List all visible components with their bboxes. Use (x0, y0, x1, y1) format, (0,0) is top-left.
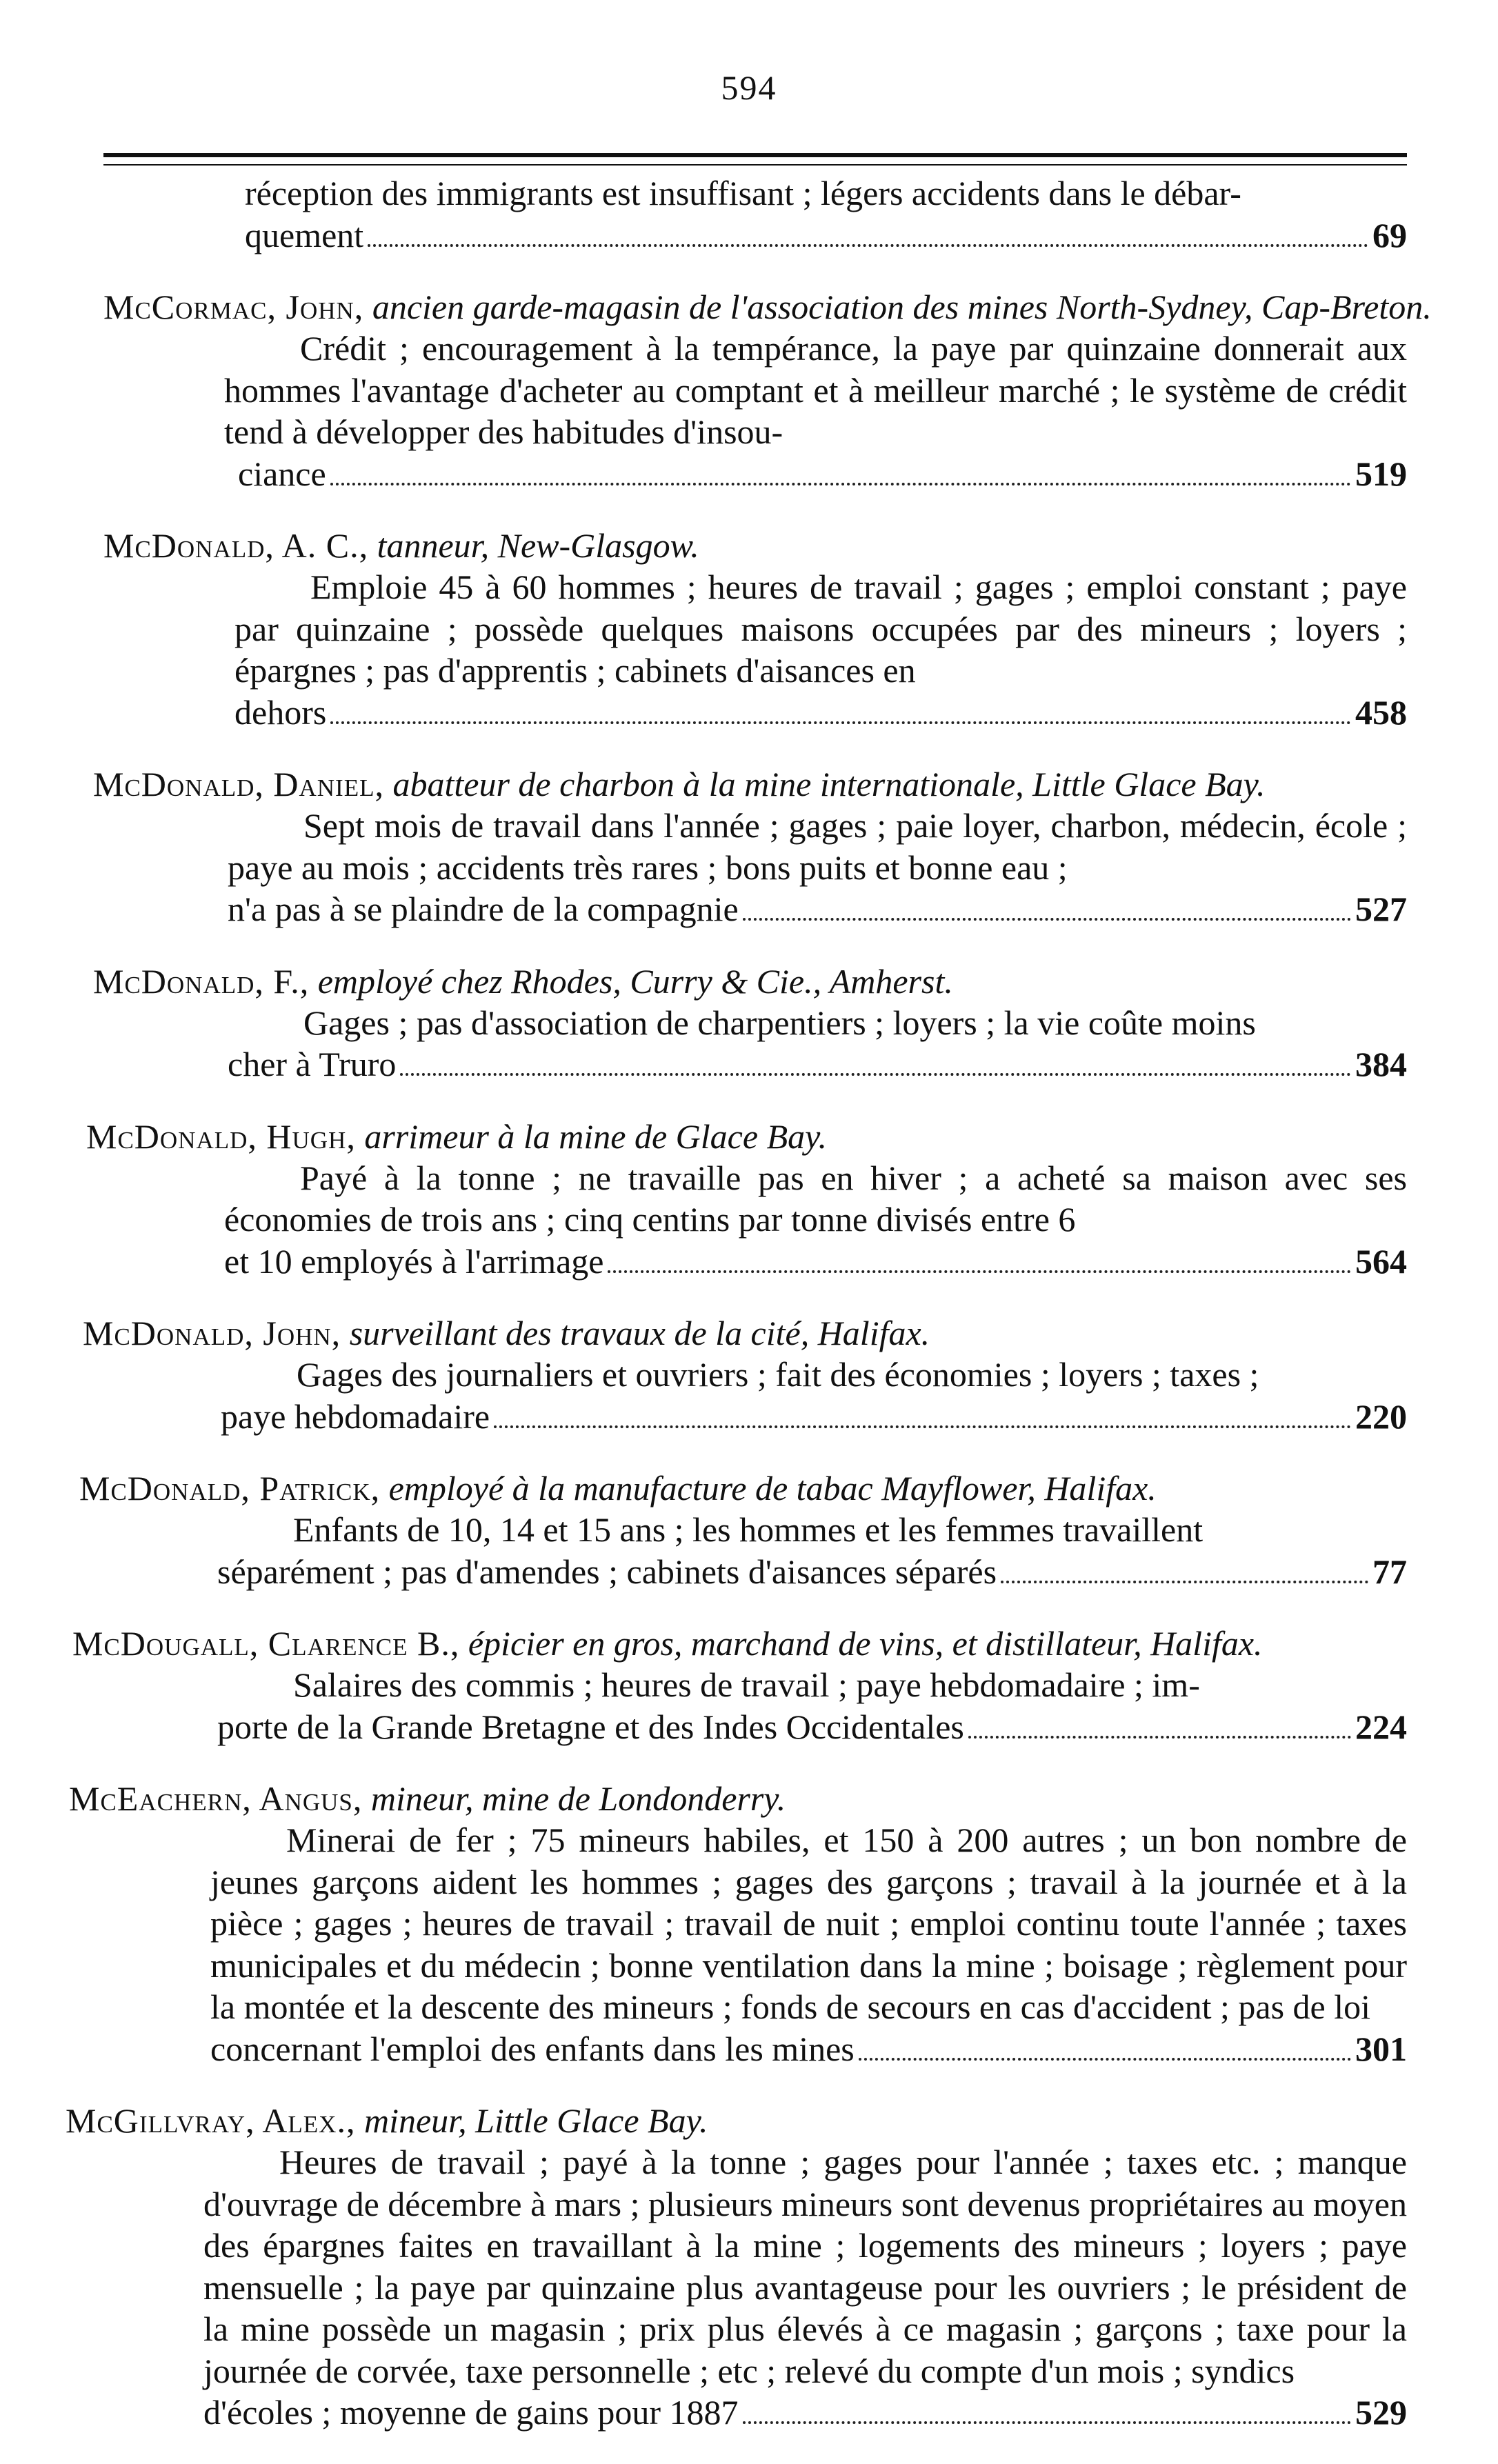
page-reference: 529 (1355, 2393, 1407, 2432)
entry-heading (103, 286, 1498, 328)
index-entry (0, 1778, 1498, 2070)
entry-last-line (221, 1396, 1407, 1438)
header-rule-thick (103, 153, 1407, 157)
dot-leader (743, 2421, 1352, 2424)
entry-heading (86, 1116, 1498, 1157)
entry-name: McEachern, Angus, (69, 1779, 363, 1818)
entry-last-line (217, 1706, 1407, 1748)
page-reference: 519 (1355, 454, 1407, 493)
entry-description: tanneur, New-Glasgow. (377, 526, 699, 565)
entry-last-text: dehors (234, 692, 327, 732)
entry-heading (69, 1778, 1483, 1819)
entry-body: Gages des journaliers et ouvriers ; fait des économies ; loyers ; taxes ; (297, 1355, 1259, 1394)
page-reference: 527 (1355, 890, 1407, 928)
entry-last-text: paye hebdomadaire (221, 1396, 490, 1436)
entry-last-text: et 10 employés à l'arrimage (224, 1241, 604, 1281)
entry-description: ancien garde-magasin de l'association des mines North-Sydney, Cap-Breton. (372, 288, 1432, 326)
entry-last-line (228, 1043, 1407, 1085)
entry-last-line (224, 1241, 1407, 1283)
dot-leader (368, 243, 1368, 247)
dot-leader (968, 1735, 1351, 1739)
page-reference: 77 (1372, 1552, 1407, 1591)
entry-name: McDonald, A. C., (103, 526, 369, 565)
page-reference: 384 (1355, 1045, 1407, 1083)
index-entry (0, 286, 1498, 494)
header-rule-thin (103, 164, 1407, 166)
page-reference: 220 (1355, 1396, 1407, 1436)
entry-last-text: concernant l'emploi des enfants dans les mines (210, 2029, 855, 2068)
index-entry (0, 1116, 1498, 1283)
entry-description: mineur, mine de Londonderry. (370, 1779, 786, 1818)
entry-last-line (217, 1551, 1407, 1593)
entry-heading (72, 1623, 1486, 1664)
entry-last-text: quement (245, 215, 364, 254)
entry-name: McDougall, Clarence B., (72, 1624, 460, 1663)
entry-name: McDonald, F., (93, 961, 310, 1001)
dot-leader (330, 482, 1351, 485)
page-reference: 224 (1355, 1707, 1407, 1746)
entry-last-line (238, 453, 1407, 495)
entry-last-text: d'écoles ; moyenne de gains pour 1887 (203, 2393, 739, 2432)
entry-heading (103, 525, 1498, 566)
entry-last-line (234, 692, 1407, 734)
entry-description: abatteur de charbon à la mine internationale, Little Glace Bay. (392, 765, 1266, 803)
entry-heading (93, 763, 1498, 805)
page-reference: 69 (1372, 215, 1407, 254)
index-entry (0, 1623, 1498, 1747)
entry-description: employé à la manufacture de tabac Mayflower, Halifax. (388, 1469, 1157, 1508)
page-number: 594 (721, 68, 777, 107)
continuation-entry (0, 172, 1498, 256)
entry-body: Minerai de fer ; 75 mineurs habiles, et 150 à 200 autres ; un bon nombre de jeunes garçons aident les hommes ; gages des garçons ; travail à la journée et à la pièce ; gages ; heures de travail ; travail de nuit ; emploi continu toute l'année ; taxes municipales et du médecin ; bonne ventilation dans la mine ; boisage ; règlement pour la montée et la descente des mineurs ; fonds de secours en cas d'accident ; pas de loi (210, 1821, 1407, 2026)
entry-body: Gages ; pas d'association de charpentiers ; loyers ; la vie coûte moins (303, 1003, 1256, 1042)
continuation-last-line (245, 214, 1407, 257)
entry-last-text: séparément ; pas d'amendes ; cabinets d'aisances séparés (217, 1552, 997, 1591)
entry-heading (66, 2100, 1479, 2141)
entry-body: Salaires des commis ; heures de travail ; paye hebdomadaire ; im- (293, 1665, 1200, 1704)
page-reference: 564 (1355, 1241, 1407, 1281)
dot-leader (608, 1270, 1351, 1273)
entry-description: mineur, Little Glace Bay. (363, 2101, 708, 2140)
entry-body: Heures de travail ; payé à la tonne ; gages pour l'année ; taxes etc. ; manque d'ouvrage de décembre à mars ; plusieurs mineurs sont devenus propriétaires au moyen des épargnes faites en travaillant à la mine ; logements des mineurs ; loyers ; paye mensuelle ; la paye par quinzaine plus avantageuse pour les ouvriers ; le président de la mine possède un magasin ; prix plus élevés à ce magasin ; garçons ; taxe pour la journée de corvée, taxe personnelle ; etc ; relevé du compte d'un mois ; syndics (203, 2143, 1407, 2390)
dot-leader (859, 2057, 1351, 2061)
dot-leader (494, 1425, 1351, 1428)
page-reference: 458 (1355, 692, 1407, 732)
entry-heading (79, 1468, 1493, 1509)
dot-leader (330, 721, 1351, 724)
entry-name: McDonald, Hugh, (86, 1116, 356, 1156)
index-entry (0, 525, 1498, 733)
entry-last-line (203, 2392, 1407, 2434)
entry-heading (93, 961, 1498, 1002)
entry-last-text: porte de la Grande Bretagne et des Indes Occidentales (217, 1707, 964, 1746)
entry-description: arrimeur à la mine de Glace Bay. (364, 1116, 828, 1156)
entry-description: employé chez Rhodes, Curry & Cie., Amherst. (317, 961, 953, 1001)
index-entry (0, 1468, 1498, 1592)
dot-leader (1001, 1580, 1368, 1583)
index-entry (0, 763, 1498, 930)
entry-heading (83, 1312, 1497, 1354)
entry-last-text: ciance (238, 454, 326, 493)
entry-body: Sept mois de travail dans l'année ; gages ; paie loyer, charbon, médecin, école ; paye au mois ; accidents très rares ; bons puits et bonne eau ; (228, 806, 1407, 887)
entry-body: Payé à la tonne ; ne travaille pas en hiver ; a acheté sa maison avec ses économies de trois ans ; cinq centins par tonne divisés entre 6 (224, 1158, 1407, 1239)
continuation-text: réception des immigrants est insuffisant ; légers accidents dans le débar- (245, 174, 1241, 212)
dot-leader (743, 917, 1351, 921)
entry-name: McCormac, John, (103, 288, 364, 326)
index-entry (0, 961, 1498, 1085)
entry-name: McDonald, John, (83, 1314, 341, 1352)
dot-leader (400, 1072, 1351, 1076)
index-entry (0, 1312, 1498, 1437)
entry-last-text: cher à Truro (228, 1045, 397, 1083)
entry-description: surveillant des travaux de la cité, Halifax. (349, 1314, 930, 1352)
entry-last-text: n'a pas à se plaindre de la compagnie (228, 890, 739, 928)
entry-body: Enfants de 10, 14 et 15 ans ; les hommes et les femmes travaillent (293, 1510, 1204, 1549)
entry-last-line (228, 888, 1407, 930)
entry-description: épicier en gros, marchand de vins, et distillateur, Halifax. (468, 1624, 1263, 1663)
index-entry (0, 2100, 1498, 2434)
entry-name: McGillvray, Alex., (66, 2101, 356, 2140)
entry-name: McDonald, Patrick, (79, 1469, 381, 1508)
page-reference: 301 (1355, 2029, 1407, 2068)
entry-body: Emploie 45 à 60 hommes ; heures de travail ; gages ; emploi constant ; paye par quinzaine ; possède quelques maisons occupées par des mineurs ; loyers ; épargnes ; pas d'apprentis ; cabinets d'aisances en (234, 568, 1407, 690)
entry-body: Crédit ; encouragement à la tempérance, la paye par quinzaine donnerait aux hommes l'avantage d'acheter au comptant et à meilleur marché ; le système de crédit tend à développer des habitudes d'insou- (224, 329, 1407, 451)
entry-last-line (210, 2028, 1407, 2070)
index-content (0, 172, 1498, 2464)
entry-name: McDonald, Daniel, (93, 765, 384, 803)
